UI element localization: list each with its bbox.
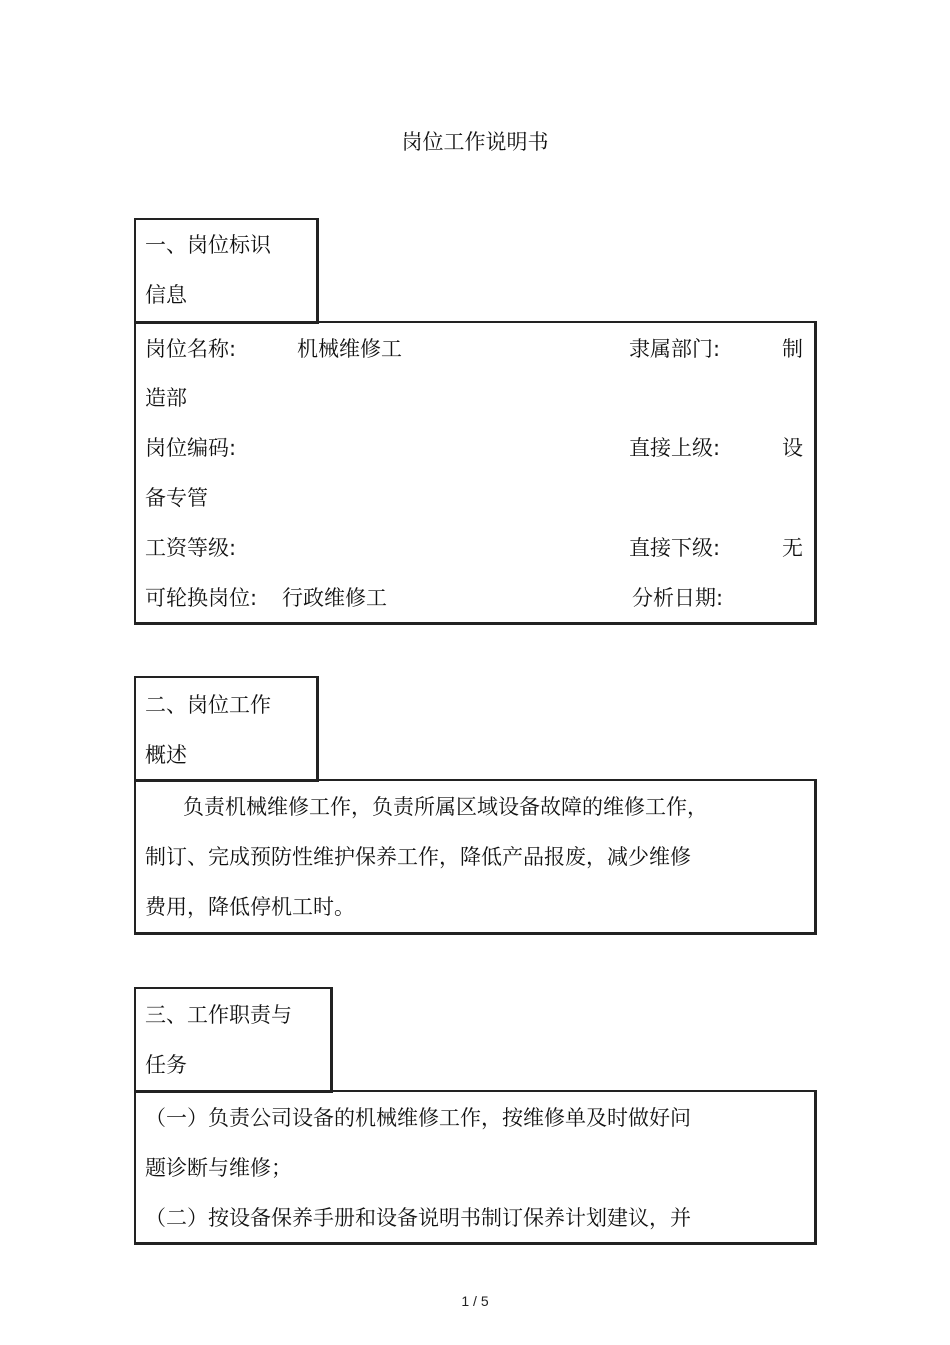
dept-value-part2: 造部: [145, 386, 187, 410]
section2-header-line1: 二、岗位工作: [145, 693, 271, 717]
duty-line: （二）按设备保养手册和设备说明书制订保养计划建议，并: [145, 1206, 691, 1230]
superior-value-part1: 设: [782, 436, 803, 460]
dept-value-part1: 制: [782, 337, 803, 361]
subordinate-value: 无: [782, 536, 803, 560]
post-code-label: 岗位编码:: [145, 436, 237, 460]
superior-label: 直接上级:: [629, 436, 721, 460]
duty-line: 题诊断与维修；: [145, 1156, 292, 1180]
superior-value-part2: 备专管: [145, 486, 208, 510]
section1-content-box: [134, 321, 817, 625]
analysis-date-label: 分析日期:: [632, 586, 724, 610]
subordinate-label: 直接下级:: [629, 536, 721, 560]
rotation-value: 行政维修工: [282, 586, 387, 610]
salary-label: 工资等级:: [145, 536, 237, 560]
duty-line: （一）负责公司设备的机械维修工作，按维修单及时做好问: [145, 1106, 691, 1130]
section1-header-line2: 信息: [145, 283, 187, 307]
section1-header-line1: 一、岗位标识: [145, 233, 271, 257]
overview-line: 负责机械维修工作，负责所属区域设备故障的维修工作，: [183, 795, 708, 819]
section3-header-line1: 三、工作职责与: [145, 1003, 292, 1027]
section2-header-line2: 概述: [145, 743, 187, 767]
section3-header-line2: 任务: [145, 1053, 187, 1077]
page-number: 1 / 5: [461, 1293, 489, 1309]
overview-line: 制订、完成预防性维护保养工作，降低产品报废，减少维修: [145, 845, 691, 869]
post-name-label: 岗位名称:: [145, 337, 237, 361]
overview-line: 费用，降低停机工时。: [145, 895, 355, 919]
document-title: 岗位工作说明书: [401, 130, 549, 154]
dept-label: 隶属部门:: [629, 337, 721, 361]
rotation-label: 可轮换岗位:: [145, 586, 258, 610]
post-name-value: 机械维修工: [297, 337, 402, 361]
